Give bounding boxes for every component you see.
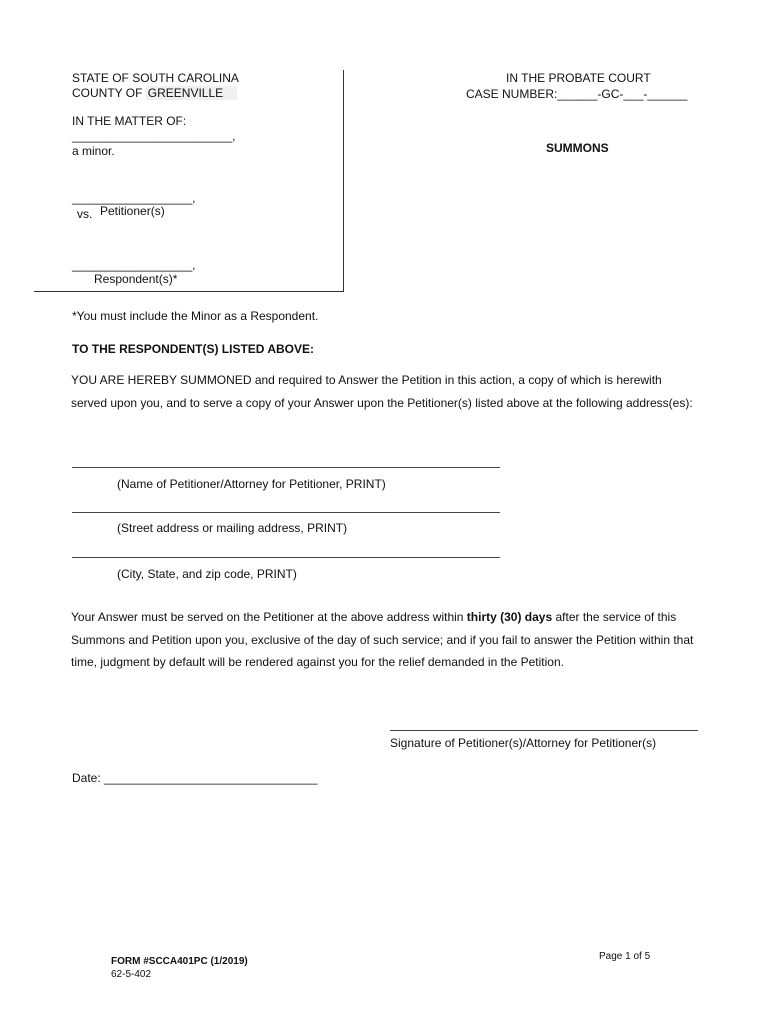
document-title: SUMMONS <box>546 141 609 155</box>
city-caption: (City, State, and zip code, PRINT) <box>117 567 297 581</box>
name-caption: (Name of Petitioner/Attorney for Petitioner, PRINT) <box>117 477 386 491</box>
minor-name-line[interactable]: ________________________, <box>72 129 236 143</box>
signature-caption: Signature of Petitioner(s)/Attorney for Petitioner(s) <box>390 736 657 750</box>
answer-text-start: Your Answer must be served on the Petitioner at the above address within <box>71 610 467 624</box>
street-caption: (Street address or mailing address, PRINT) <box>117 521 348 535</box>
answer-text-end: after the service of this Summons and Petition upon you, exclusive of the day of such service; and if you fail to answer the Petition within that time, judgment by default will be rendered against you for the relief demanded in the Petition. <box>71 610 694 669</box>
respondent-label: Respondent(s)* <box>94 272 178 286</box>
street-address-line[interactable] <box>72 512 500 513</box>
minor-label: a minor. <box>72 144 115 158</box>
court-name: IN THE PROBATE COURT <box>506 71 651 85</box>
city-address-line[interactable] <box>72 557 500 558</box>
date-row <box>72 771 318 785</box>
caption-horizontal-divider <box>34 291 344 292</box>
state-label: STATE OF SOUTH CAROLINA <box>72 71 239 85</box>
respondent-heading: TO THE RESPONDENT(S) LISTED ABOVE: <box>72 342 315 356</box>
respondent-name-line[interactable]: __________________, <box>72 258 196 272</box>
statute-reference: 62-5-402 <box>111 969 152 980</box>
answer-paragraph <box>71 606 701 674</box>
form-number: FORM #SCCA401PC (1/2019) <box>111 956 248 967</box>
summons-paragraph: YOU ARE HEREBY SUMMONED and required to Answer the Petition in this action, a copy of which is herewith served upon you, and to serve a copy of your Answer upon the Petitioner(s) listed above at the following address(es): <box>71 373 693 410</box>
caption-vertical-divider <box>343 70 344 292</box>
petitioner-name-line[interactable]: __________________, <box>72 191 196 205</box>
signature-line[interactable] <box>390 730 698 731</box>
page-number: Page 1 of 5 <box>599 951 651 962</box>
name-address-line[interactable] <box>72 467 500 468</box>
county-field[interactable]: GREENVILLE <box>146 86 237 100</box>
answer-deadline: thirty (30) days <box>466 610 553 624</box>
date-label: Date: <box>72 771 105 785</box>
county-row <box>72 86 237 100</box>
county-label: COUNTY OF <box>72 86 143 100</box>
petitioner-label: Petitioner(s) <box>100 204 165 218</box>
vs-label: vs. <box>77 207 93 221</box>
case-number[interactable]: CASE NUMBER:______-GC-___-______ <box>466 87 688 101</box>
date-field[interactable]: ________________________________ <box>104 771 318 785</box>
in-matter-label: IN THE MATTER OF: <box>72 114 187 128</box>
minor-footnote: *You must include the Minor as a Respondent. <box>72 309 319 323</box>
